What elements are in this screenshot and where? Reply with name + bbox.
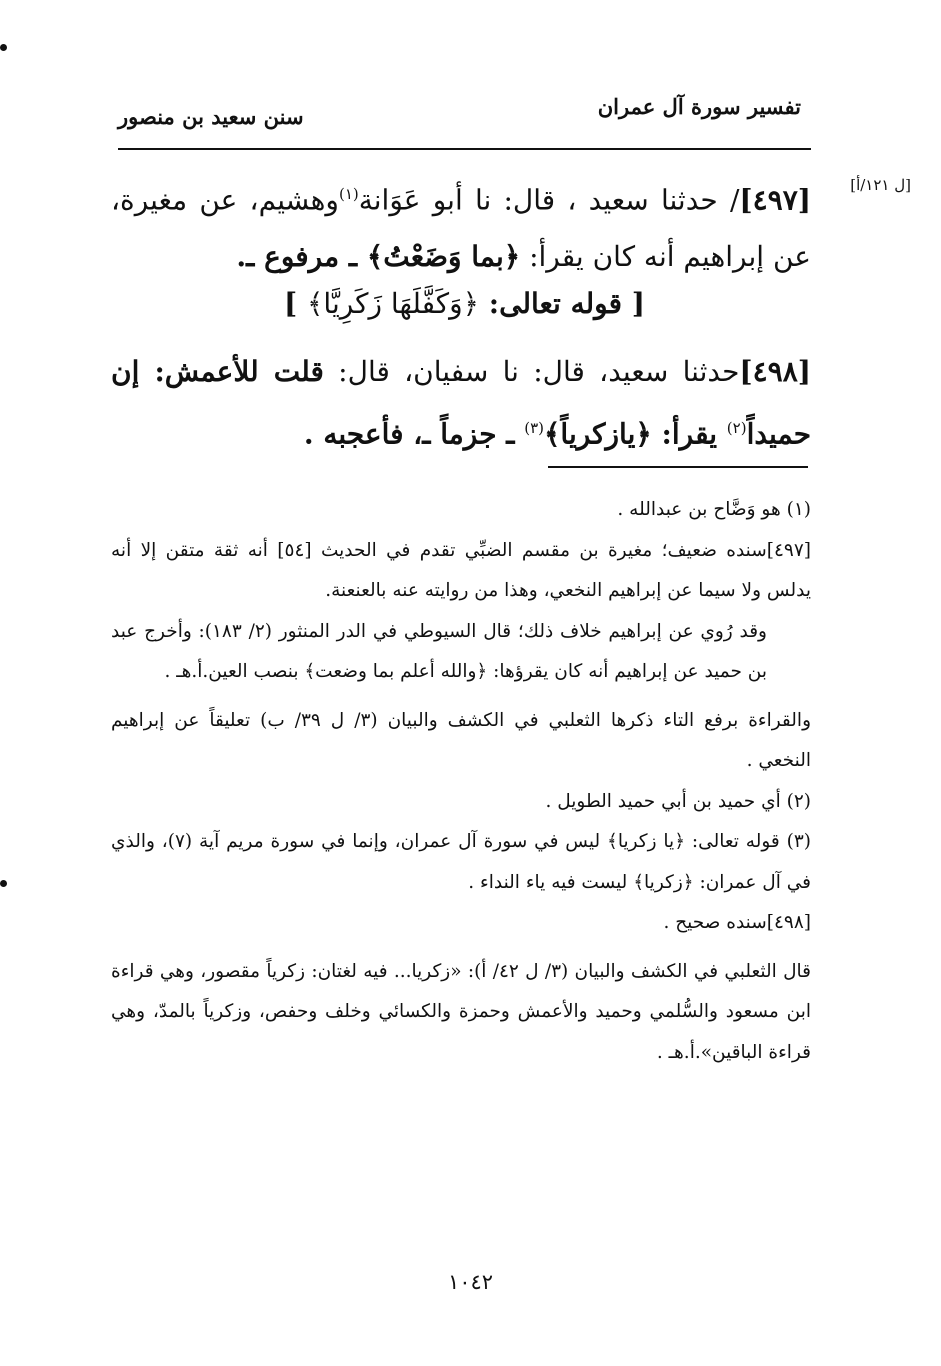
hadith-number: [٤٩٨] bbox=[739, 355, 812, 388]
quran-quote: ﴿بما وَضَعْتُ﴾ bbox=[366, 240, 521, 274]
footnote-1: (١) هو وَضَّاح بن عبدالله . bbox=[617, 499, 811, 520]
takhrij-tag: [٤٩٨] bbox=[766, 912, 811, 933]
footnote-3: (٣) قوله تعالى: ﴿يا زكريا﴾ ليس في سورة آل عمران، وإنما في سورة مريم آية (٧)، والذي في آل عمران: ﴿زكريا﴾ ليست فيه ياء النداء . bbox=[111, 831, 811, 893]
takhrij-498 bbox=[111, 903, 811, 944]
quran-quote: ﴿يازكرياً﴾ bbox=[544, 417, 652, 451]
footnote-separator bbox=[548, 466, 808, 468]
footnote-ref: (٣) bbox=[524, 419, 544, 437]
hadith-text-bold: ـ جزماً ـ، فأعجبه . bbox=[303, 417, 525, 451]
scan-mark bbox=[0, 44, 7, 51]
section-heading bbox=[118, 279, 811, 329]
takhrij-text: سنده ضعيف؛ مغيرة بن مقسم الضبِّي تقدم في الحديث [٥٤] أنه ثقة متقن إلا أنه يدلس ولا سيما عن إبراهيم النخعي، وهذا من روايته عنه بالعنعنة. bbox=[111, 539, 811, 601]
heading-suffix: ] bbox=[284, 287, 307, 320]
hadith-text: / حدثنا سعيد ، قال: نا أبو عَوَانة bbox=[358, 183, 740, 217]
hadith-text-bold: قلت للأعمش: إن حميداً bbox=[111, 355, 811, 451]
footnote-ref: (٢) bbox=[726, 419, 747, 437]
running-header-book: سنن سعيد بن منصور bbox=[118, 104, 304, 129]
footnotes bbox=[111, 490, 811, 1073]
manuscript-folio-note: [ل ١٢١/أ] bbox=[850, 176, 911, 194]
hadith-text-bold: يقرأ: bbox=[651, 417, 727, 451]
hadith-498 bbox=[111, 343, 811, 462]
hadith-497 bbox=[111, 166, 811, 285]
quran-quote: ﴿وَكَفَّلَهَا زَكَرِيَّا﴾ bbox=[307, 287, 480, 320]
heading-prefix: [ قوله تعالى: bbox=[479, 287, 645, 320]
takhrij-497-note: وقد رُوي عن إبراهيم خلاف ذلك؛ قال السيوطي في الدر المنثور (٢/ ١٨٣): وأخرج عبد بن حميد عن إبراهيم أنه كان يقرؤها: ﴿والله أعلم بما وضعت﴾ بنصب العين.أ.هـ . bbox=[111, 620, 767, 682]
hadith-text: ـ مرفوع ـ. bbox=[236, 240, 367, 274]
footnote-ref: (١) bbox=[338, 185, 359, 203]
hadith-text: وهشيم، عن مغيرة، عن إبراهيم أنه كان يقرأ: bbox=[111, 183, 811, 274]
takhrij-tag: [٤٩٧] bbox=[766, 539, 812, 561]
running-header-chapter: تفسير سورة آل عمران bbox=[597, 94, 801, 119]
takhrij-498-note: قال الثعلبي في الكشف والبيان (٣/ ل ٤٢/ أ): «زكريا... فيه لغتان: زكرياً مقصور، وهي قراءة ابن مسعود والسُّلمي وحميد والأعمش وحمزة والكسائي وخلف وحفص، وزكرياً بالمدّ، وهي قراءة الباقين».أ.هـ . bbox=[111, 960, 811, 1063]
hadith-number: [٤٩٧] bbox=[739, 183, 812, 217]
takhrij-497-reading: والقراءة برفع التاء ذكرها الثعلبي في الكشف والبيان (٣/ ل ٣٩/ ب) تعليقاً عن إبراهيم النخعي . bbox=[111, 709, 811, 771]
takhrij-497 bbox=[111, 531, 811, 612]
footnote-2: (٢) أي حميد بن أبي حميد الطويل . bbox=[545, 790, 811, 812]
page-number: ١٠٤٢ bbox=[447, 1270, 494, 1294]
hadith-text: حدثنا سعيد، قال: نا سفيان، قال: bbox=[323, 355, 740, 388]
header-rule bbox=[118, 148, 811, 150]
scan-mark bbox=[0, 880, 7, 887]
takhrij-text: سنده صحيح . bbox=[663, 912, 767, 933]
